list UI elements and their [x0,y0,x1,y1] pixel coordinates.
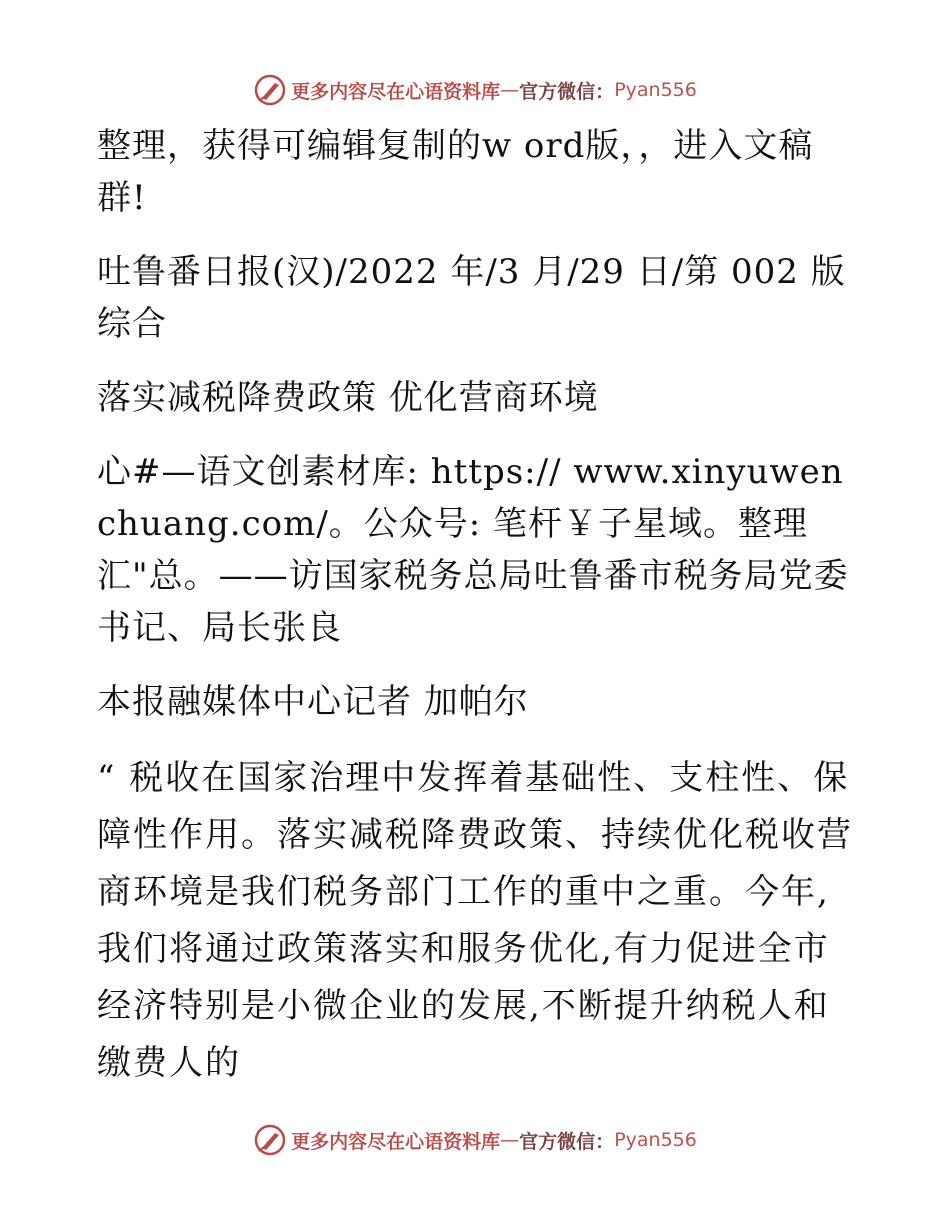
watermark-brand: 更多内容尽在心语资料库 [291,80,501,103]
watermark-footer [0,1120,950,1160]
article-byline: 本报融媒体中心记者 加帕尔 [97,682,529,722]
article-body-paragraph: “ 税收在国家治理中发挥着基础性、支柱性、保障性作用。落实减税降费政策、持续优化税收营商环境是我们税务部门工作的重中之重。今年,我们将通过政策落实和服务优化,有力促进全市经济特别是小微企业的发展,不断提升纳税人和缴费人的 [97,758,853,1083]
watermark-dash: — [500,1129,520,1151]
document-body [97,120,857,1114]
watermark-wechat-id: Pyan556 [614,79,697,101]
watermark-header [0,70,950,110]
quill-pen-circle-icon [253,73,287,107]
watermark-label: 官方微信： [519,1130,615,1153]
quill-pen-circle-icon [253,1123,287,1157]
article-subtitle: 心#—语文创素材库: https:// www.xinyuwenchuang.com/。公众号: 笔杆￥子星域。整理汇"总。——访国家税务总局吐鲁番市税务局党委书记、局长张良 [97,452,849,648]
watermark-dash: — [500,79,520,101]
intro-paragraph: 整理，获得可编辑复制的w ord版，，进入文稿群! [97,126,814,218]
article-headline: 落实减税降费政策 优化营商环境 [97,378,599,418]
watermark-wechat-id: Pyan556 [614,1129,697,1151]
watermark-label: 官方微信： [519,80,615,103]
source-line: 吐鲁番日报(汉)/2022 年/3 月/29 日/第 002 版综合 [97,252,846,344]
watermark-brand: 更多内容尽在心语资料库 [291,1130,501,1153]
